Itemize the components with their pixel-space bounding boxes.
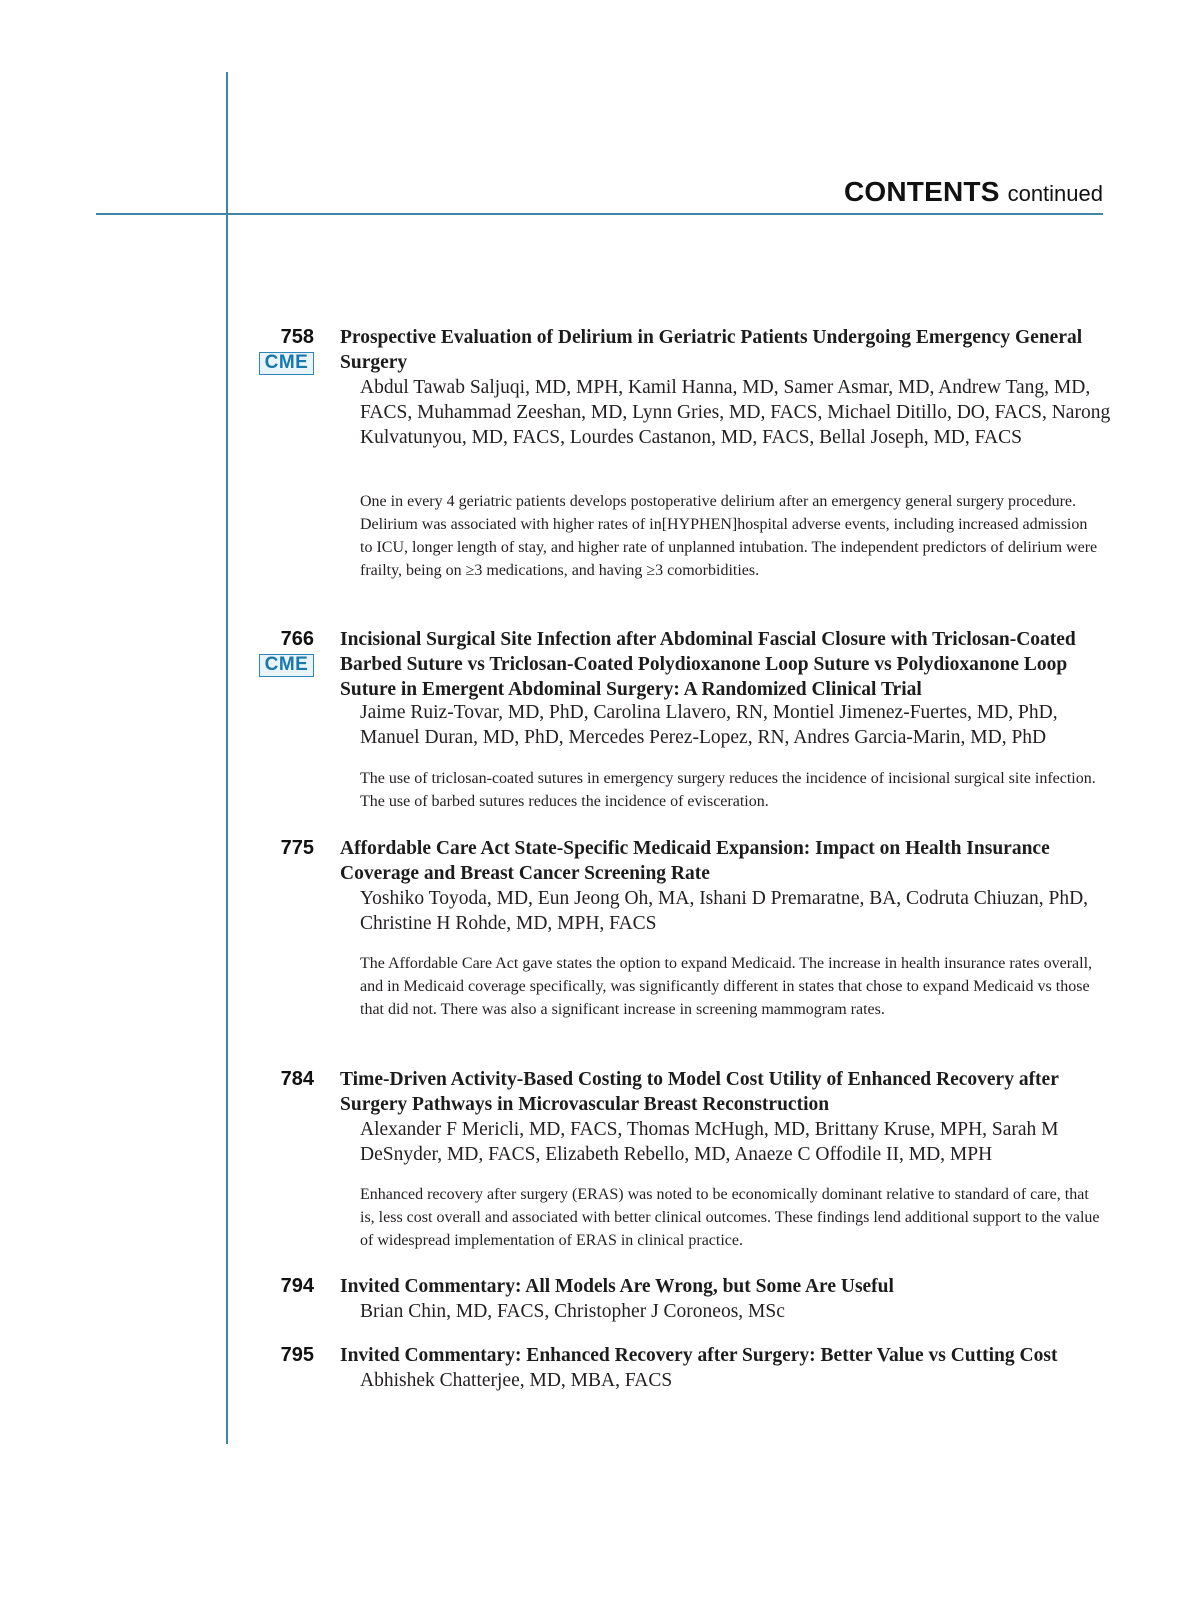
article-authors: Abhishek Chatterjee, MD, MBA, FACS <box>360 1370 673 1391</box>
article-authors: Abdul Tawab Saljuqi, MD, MPH, Kamil Hanna, MD, Samer Asmar, MD, Andrew Tang, MD, FACS, Muhammad Zeeshan, MD, Lynn Gries, MD, FACS, Michael Ditillo, DO, FACS, Narong Kulvatunyou, MD, FACS, Lourdes Castanon, MD, FACS, Bellal Joseph, MD, FACS <box>360 377 1111 448</box>
header-subtitle: continued <box>1007 181 1103 206</box>
page-number: 758 <box>280 326 314 348</box>
page-number: 775 <box>280 837 314 859</box>
article-title[interactable]: Prospective Evaluation of Delirium in Geriatric Patients Undergoing Emergency General Surgery <box>340 327 1083 373</box>
article-summary: The Affordable Care Act gave states the option to expand Medicaid. The increase in health insurance rates overall, and in Medicaid coverage specifically, was significantly different in states that chose to expand Medicaid vs those that did not. There was also a significant increase in screening mammogram rates. <box>360 955 1093 1018</box>
article-authors: Yoshiko Toyoda, MD, Eun Jeong Oh, MA, Ishani D Premaratne, BA, Codruta Chiuzan, PhD, Christine H Rohde, MD, MPH, FACS <box>360 888 1089 934</box>
horizontal-rule <box>96 213 1103 215</box>
vertical-rule <box>226 72 228 1444</box>
article-summary: The use of triclosan-coated sutures in emergency surgery reduces the incidence of incisional surgical site infection. The use of barbed sutures reduces the incidence of evisceration. <box>360 770 1096 810</box>
article-authors: Jaime Ruiz-Tovar, MD, PhD, Carolina Llavero, RN, Montiel Jimenez-Fuertes, MD, PhD, Manuel Duran, MD, PhD, Mercedes Perez-Lopez, RN, Andres Garcia-Marin, MD, PhD <box>360 702 1058 748</box>
page-header <box>844 176 1103 208</box>
article-authors: Brian Chin, MD, FACS, Christopher J Coroneos, MSc <box>360 1301 785 1322</box>
article-title[interactable]: Invited Commentary: Enhanced Recovery after Surgery: Better Value vs Cutting Cost <box>340 1345 1058 1366</box>
cme-badge: CME <box>259 654 314 677</box>
article-title[interactable]: Invited Commentary: All Models Are Wrong, but Some Are Useful <box>340 1276 894 1297</box>
page-number: 795 <box>280 1344 314 1366</box>
article-summary: One in every 4 geriatric patients develops postoperative delirium after an emergency general surgery procedure. Delirium was associated with higher rates of in[HYPHEN]hospital adverse events, including increased admission to ICU, longer length of stay, and higher rate of unplanned intubation. The independent predictors of delirium were frailty, being on ≥3 medications, and having ≥3 comorbidities. <box>360 493 1098 579</box>
article-title[interactable]: Time-Driven Activity-Based Costing to Model Cost Utility of Enhanced Recovery after Surgery Pathways in Microvascular Breast Reconstruction <box>340 1069 1059 1115</box>
page-number: 794 <box>280 1275 314 1297</box>
article-summary: Enhanced recovery after surgery (ERAS) was noted to be economically dominant relative to standard of care, that is, less cost overall and associated with better clinical outcomes. These findings lend additional support to the value of widespread implementation of ERAS in clinical practice. <box>360 1186 1100 1249</box>
header-title: CONTENTS <box>843 176 1000 207</box>
page-number: 766 <box>280 628 314 650</box>
cme-badge: CME <box>259 352 314 375</box>
article-title[interactable]: Affordable Care Act State-Specific Medicaid Expansion: Impact on Health Insurance Coverage and Breast Cancer Screening Rate <box>340 838 1050 884</box>
article-title[interactable]: Incisional Surgical Site Infection after Abdominal Fascial Closure with Triclosan-Coated Barbed Suture vs Triclosan-Coated Polydioxanone Loop Suture vs Polydioxanone Loop Suture in Emergent Abdominal Surgery: A Randomized Clinical Trial <box>340 629 1076 700</box>
article-authors: Alexander F Mericli, MD, FACS, Thomas McHugh, MD, Brittany Kruse, MPH, Sarah M DeSnyder, MD, FACS, Elizabeth Rebello, MD, Anaeze C Offodile II, MD, MPH <box>360 1119 1059 1165</box>
page-number: 784 <box>280 1068 314 1090</box>
